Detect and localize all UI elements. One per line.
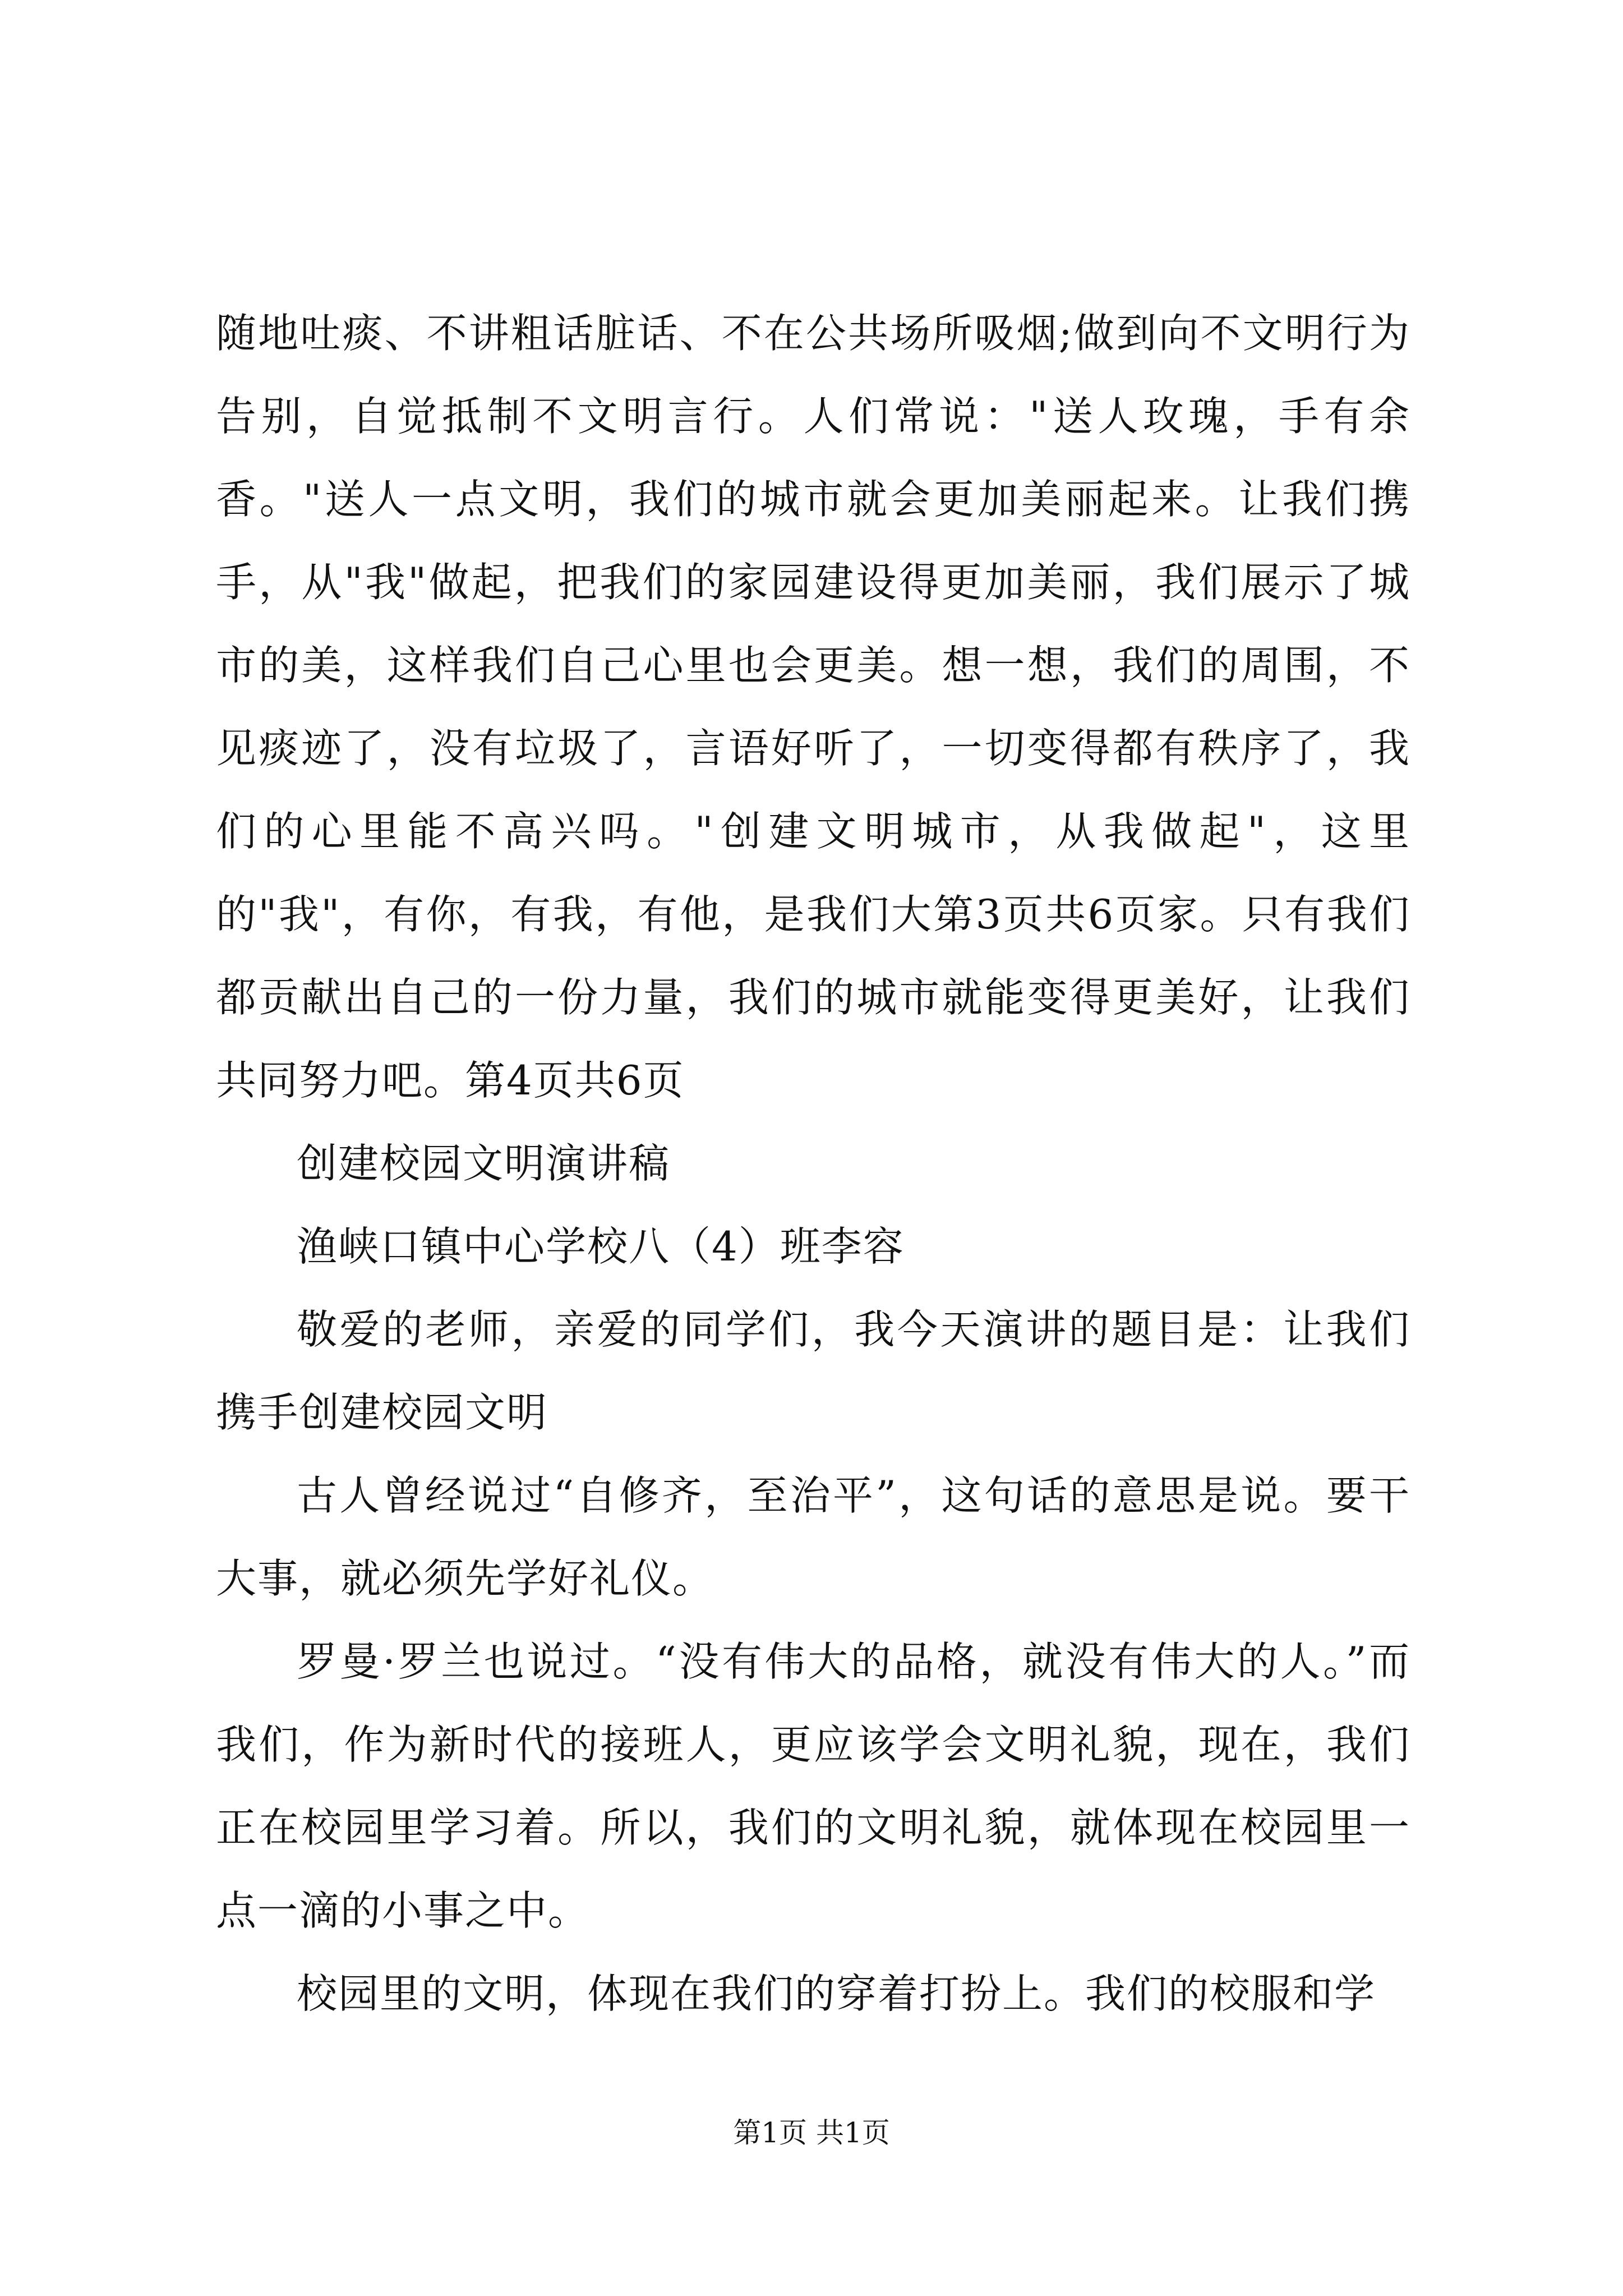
page-footer: 第1页 共1页 — [733, 2116, 890, 2149]
document-body — [216, 292, 1410, 2035]
paragraph-campus-civility: 校园里的文明，体现在我们的穿着打扮上。我们的校服和学 — [297, 1970, 1376, 2017]
speech-author: 渔峡口镇中心学校八（4）班李容 — [297, 1223, 905, 1270]
speech-title: 创建校园文明演讲稿 — [297, 1140, 671, 1187]
paragraph-quote-ancients: 古人曾经说过“自修齐，至治平”，这句话的意思是说。要干大事，就必须先学好礼仪。 — [216, 1472, 1410, 1602]
paragraph-greeting: 敬爱的老师，亲爱的同学们，我今天演讲的题目是：让我们携手创建校园文明 — [216, 1306, 1410, 1436]
paragraph-continuation: 随地吐痰、不讲粗话脏话、不在公共场所吸烟;做到向不文明行为告别，自觉抵制不文明言行。人们常说："送人玫瑰，手有余香。"送人一点文明，我们的城市就会更加美丽起来。让我们携手，从"我"做起，把我们的家园建设得更加美丽，我们展示了城市的美，这样我们自己心里也会更美。想一想，我们的周围，不见痰迹了，没有垃圾了，言语好听了，一切变得都有秩序了，我们的心里能不高兴吗。"创建文明城市，从我做起"，这里的"我"，有你，有我，有他，是我们大第3页共6页家。只有我们都贡献出自己的一份力量，我们的城市就能变得更美好，让我们共同努力吧。第4页共6页 — [216, 310, 1410, 1104]
paragraph-quote-rolland: 罗曼·罗兰也说过。“没有伟大的品格，就没有伟大的人。”而我们，作为新时代的接班人，更应该学会文明礼貌，现在，我们正在校园里学习着。所以，我们的文明礼貌，就体现在校园里一点一滴的小事之中。 — [216, 1638, 1410, 1934]
